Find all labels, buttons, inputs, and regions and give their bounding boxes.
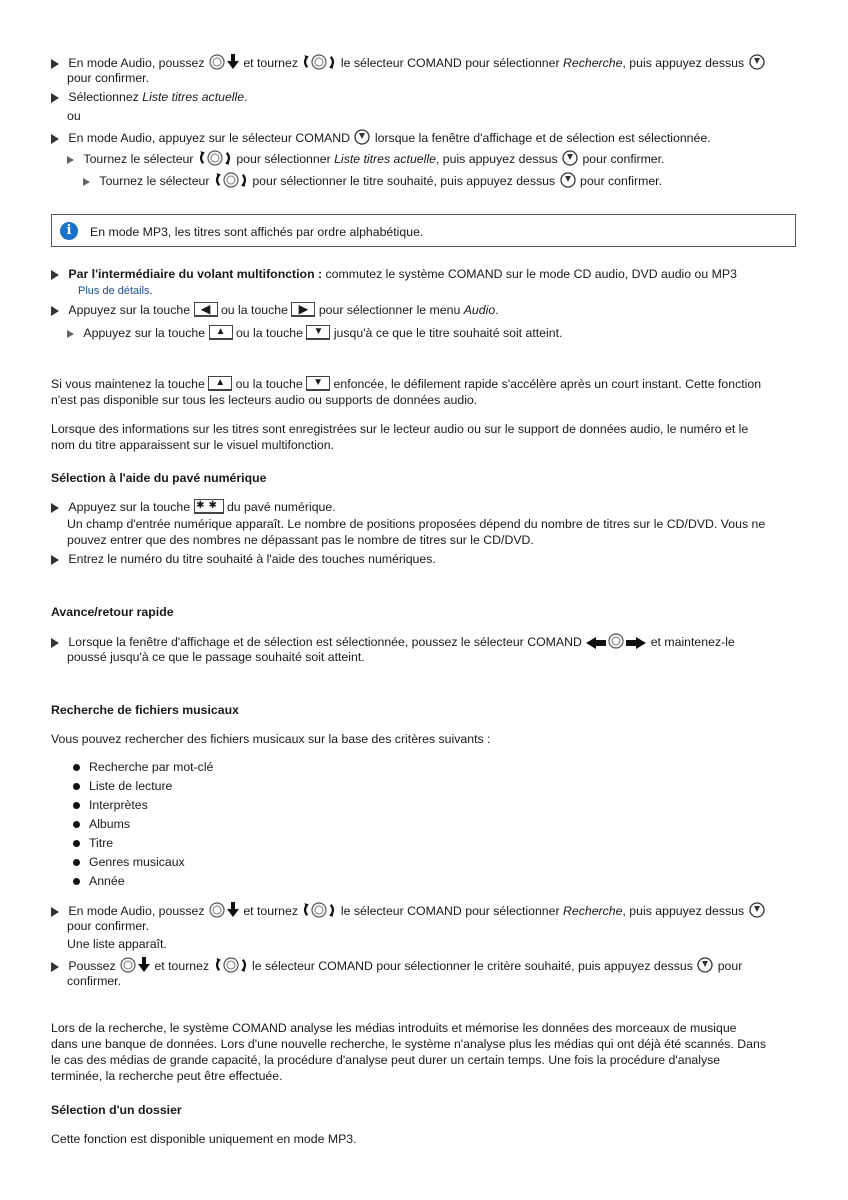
text: , puis appuyez dessus: [435, 152, 558, 166]
knob-icon: [223, 957, 239, 973]
section-heading: Avance/retour rapide: [51, 605, 174, 619]
bullet-arrow-icon: [51, 134, 59, 144]
press-icon: [562, 150, 578, 166]
step-fast-forward: [51, 633, 735, 650]
text: Vous pouvez rechercher des fichiers musicaux sur la base des critères suivants :: [51, 732, 491, 746]
text: Un champ d'entrée numérique apparaît. Le nombre de positions proposées dépend du nombre de titres sur le CD/DVD. Vous ne: [67, 517, 766, 531]
text: confirmer.: [67, 974, 121, 988]
list-item-label: Albums: [89, 817, 131, 831]
knob-icon: [207, 150, 223, 166]
text: et maintenez-le: [650, 635, 735, 649]
text: nom du titre apparaissent sur le visuel multifonction.: [51, 438, 334, 452]
bullet-arrow-icon: [51, 59, 59, 69]
text-italic: Liste titres actuelle: [334, 152, 436, 166]
text-or: ou: [67, 109, 81, 123]
bullet-dot-icon: [73, 840, 80, 847]
list-item: [73, 873, 125, 889]
substep-up-down: [67, 325, 562, 341]
knob-icon: [120, 957, 136, 973]
text: pour sélectionner: [236, 152, 331, 166]
text: et tournez: [243, 904, 299, 918]
text: dans une banque de données. Lors d'une nouvelle recherche, le système n'analyse plus les médias qui ont déjà été scannés. Dans: [51, 1037, 766, 1051]
bullet-dot-icon: [73, 802, 80, 809]
text-bold: Par l'intermédiaire du volant multifonction :: [68, 267, 323, 281]
substep-turn-2: [83, 172, 662, 189]
text: n'est pas disponible sur tous les lecteurs audio ou supports de données audio.: [51, 393, 478, 407]
bullet-dot-icon: [73, 878, 80, 885]
bullet-arrow-icon: [51, 638, 59, 648]
right-key-icon: ▶: [291, 302, 315, 317]
press-icon: [749, 902, 765, 918]
list-item: [73, 759, 213, 775]
text: pour confirmer.: [580, 174, 663, 188]
text: Lorsque la fenêtre d'affichage et de sélection est sélectionnée, poussez le sélecteur COMAND: [68, 635, 582, 649]
list-item-label: Titre: [89, 836, 114, 850]
rotate-left-icon: [302, 902, 309, 918]
rotate-left-icon: [198, 150, 205, 166]
bullet-arrow-icon: [51, 962, 59, 972]
info-text: En mode MP3, les titres sont affichés par ordre alphabétique.: [90, 225, 424, 239]
text: ou la touche: [235, 377, 303, 391]
push-down-icon: [138, 957, 150, 973]
left-key-icon: ◀: [194, 302, 218, 317]
press-icon: [354, 129, 370, 145]
rotate-left-icon: [214, 957, 221, 973]
knob-icon: [311, 54, 327, 70]
text: pour: [717, 959, 743, 973]
text: .: [244, 90, 248, 104]
text: pouvez entrer que des nombres ne dépassant pas le nombre de titres sur le CD/DVD.: [67, 533, 534, 547]
text: Poussez: [68, 959, 116, 973]
press-icon: [749, 54, 765, 70]
bullet-arrow-icon: [51, 503, 59, 513]
list-item: [73, 854, 185, 870]
text: Appuyez sur la touche: [68, 303, 191, 317]
text: Sélectionnez: [68, 90, 139, 104]
paragraph-fast-scroll: [51, 376, 761, 392]
knob-icon: [311, 902, 327, 918]
info-box: [51, 214, 796, 247]
text: En mode Audio, poussez: [68, 56, 205, 70]
list-item-label: Liste de lecture: [89, 779, 173, 793]
star-key-icon: ✱✱: [194, 499, 224, 514]
push-down-icon: [227, 902, 239, 918]
rotate-right-icon: [329, 902, 336, 918]
bullet-dot-icon: [73, 764, 80, 771]
list-item: [73, 797, 148, 813]
step-enter-number: [51, 551, 436, 567]
arrow-right-icon: [626, 637, 646, 649]
text: le cas des médias de grande capacité, la procédure d'analyse peut durer un certain temps. Une fois la procédure d'analyse: [51, 1053, 721, 1067]
bullet-dot-icon: [73, 783, 80, 790]
text: Lorsque des informations sur les titres sont enregistrées sur le lecteur audio ou sur le support de données audio, le numéro et le: [51, 422, 749, 436]
list-item-label: Genres musicaux: [89, 855, 185, 869]
text: En mode Audio, poussez: [68, 904, 205, 918]
text: Appuyez sur la touche: [68, 500, 191, 514]
text: pour sélectionner le menu: [318, 303, 461, 317]
list-item-label: Interprètes: [89, 798, 148, 812]
knob-icon: [608, 633, 624, 649]
bullet-arrow-icon: [67, 330, 74, 338]
knob-icon: [209, 54, 225, 70]
step-criteria: [51, 957, 742, 974]
text: .: [149, 285, 153, 297]
step-search-1: [51, 54, 766, 71]
bullet-arrow-icon: [51, 907, 59, 917]
rotate-right-icon: [225, 150, 232, 166]
text: Entrez le numéro du titre souhaité à l'aide des touches numériques.: [68, 552, 436, 566]
up-key-icon: ▲: [209, 325, 233, 340]
section-heading: Recherche de fichiers musicaux: [51, 703, 239, 717]
text: du pavé numérique.: [226, 500, 336, 514]
text: pour confirmer.: [67, 71, 150, 85]
info-icon: i: [60, 222, 78, 240]
list-item-label: Année: [89, 874, 125, 888]
arrow-left-icon: [586, 637, 606, 649]
text: pour confirmer.: [67, 919, 150, 933]
text: , puis appuyez dessus: [622, 56, 745, 70]
step-press-knob: [51, 129, 711, 146]
rotate-right-icon: [241, 172, 248, 188]
bullet-arrow-icon: [51, 306, 59, 316]
knob-icon: [223, 172, 239, 188]
text: et tournez: [154, 959, 210, 973]
text: , puis appuyez dessus: [622, 904, 745, 918]
press-icon: [560, 172, 576, 188]
down-key-icon: ▼: [306, 376, 330, 391]
text: Cette fonction est disponible uniquement en mode MP3.: [51, 1132, 357, 1146]
step-keypad: [51, 499, 336, 515]
text: et tournez: [243, 56, 299, 70]
text: lorsque la fenêtre d'affichage et de sélection est sélectionnée.: [374, 131, 711, 145]
bullet-arrow-icon: [83, 178, 90, 186]
knob-icon: [209, 902, 225, 918]
text: Appuyez sur la touche: [83, 326, 206, 340]
rotate-right-icon: [329, 54, 336, 70]
text: pour sélectionner le titre souhaité, puis appuyez dessus: [252, 174, 556, 188]
up-key-icon: ▲: [208, 376, 232, 391]
step-audio-menu: [51, 302, 499, 318]
text: enfoncée, le défilement rapide s'accélère après un court instant. Cette fonction: [333, 377, 762, 391]
text: pour confirmer.: [582, 152, 665, 166]
text: Une liste apparaît.: [67, 937, 167, 951]
text: .: [495, 303, 499, 317]
down-key-icon: ▼: [306, 325, 330, 340]
bullet-arrow-icon: [51, 555, 59, 565]
press-icon: [697, 957, 713, 973]
bullet-dot-icon: [73, 859, 80, 866]
text: En mode Audio, appuyez sur le sélecteur COMAND: [68, 131, 351, 145]
text: Lors de la recherche, le système COMAND analyse les médias introduits et mémorise les données des morceaux de musique: [51, 1021, 737, 1035]
text: Tournez le sélecteur: [99, 174, 210, 188]
text-italic: Audio: [463, 303, 496, 317]
text: ou la touche: [235, 326, 303, 340]
text: ou la touche: [220, 303, 288, 317]
text-italic: Recherche: [562, 56, 623, 70]
bullet-arrow-icon: [51, 93, 59, 103]
push-down-icon: [227, 54, 239, 70]
list-item-label: Recherche par mot-clé: [89, 760, 214, 774]
step-search-2: [51, 902, 766, 919]
rotate-right-icon: [241, 957, 248, 973]
substep-turn-1: [67, 150, 664, 167]
text-italic: Recherche: [562, 904, 623, 918]
text: poussé jusqu'à ce que le passage souhaité soit atteint.: [67, 650, 365, 664]
text-italic: Liste titres actuelle: [142, 90, 245, 104]
list-item: [73, 835, 113, 851]
text: Si vous maintenez la touche: [51, 377, 205, 391]
list-item: [73, 778, 172, 794]
text: Tournez le sélecteur: [83, 152, 194, 166]
section-heading: Sélection d'un dossier: [51, 1103, 182, 1117]
text: le sélecteur COMAND pour sélectionner le critère souhaité, puis appuyez dessus: [251, 959, 693, 973]
step-select-list: [51, 89, 248, 105]
rotate-left-icon: [214, 172, 221, 188]
text: jusqu'à ce que le titre souhaité soit atteint.: [333, 326, 563, 340]
section-heading: Sélection à l'aide du pavé numérique: [51, 471, 267, 485]
bullet-arrow-icon: [67, 156, 74, 164]
bullet-dot-icon: [73, 821, 80, 828]
text: terminée, la recherche peut être effectuée.: [51, 1069, 283, 1083]
rotate-left-icon: [302, 54, 309, 70]
details-link[interactable]: Plus de détails: [78, 285, 150, 297]
text: le sélecteur COMAND pour sélectionner: [340, 56, 560, 70]
list-item: [73, 816, 130, 832]
text: commutez le système COMAND sur le mode CD audio, DVD audio ou MP3: [325, 267, 737, 281]
step-steering-wheel: [51, 266, 737, 282]
text: le sélecteur COMAND pour sélectionner: [340, 904, 560, 918]
bullet-arrow-icon: [51, 270, 59, 280]
